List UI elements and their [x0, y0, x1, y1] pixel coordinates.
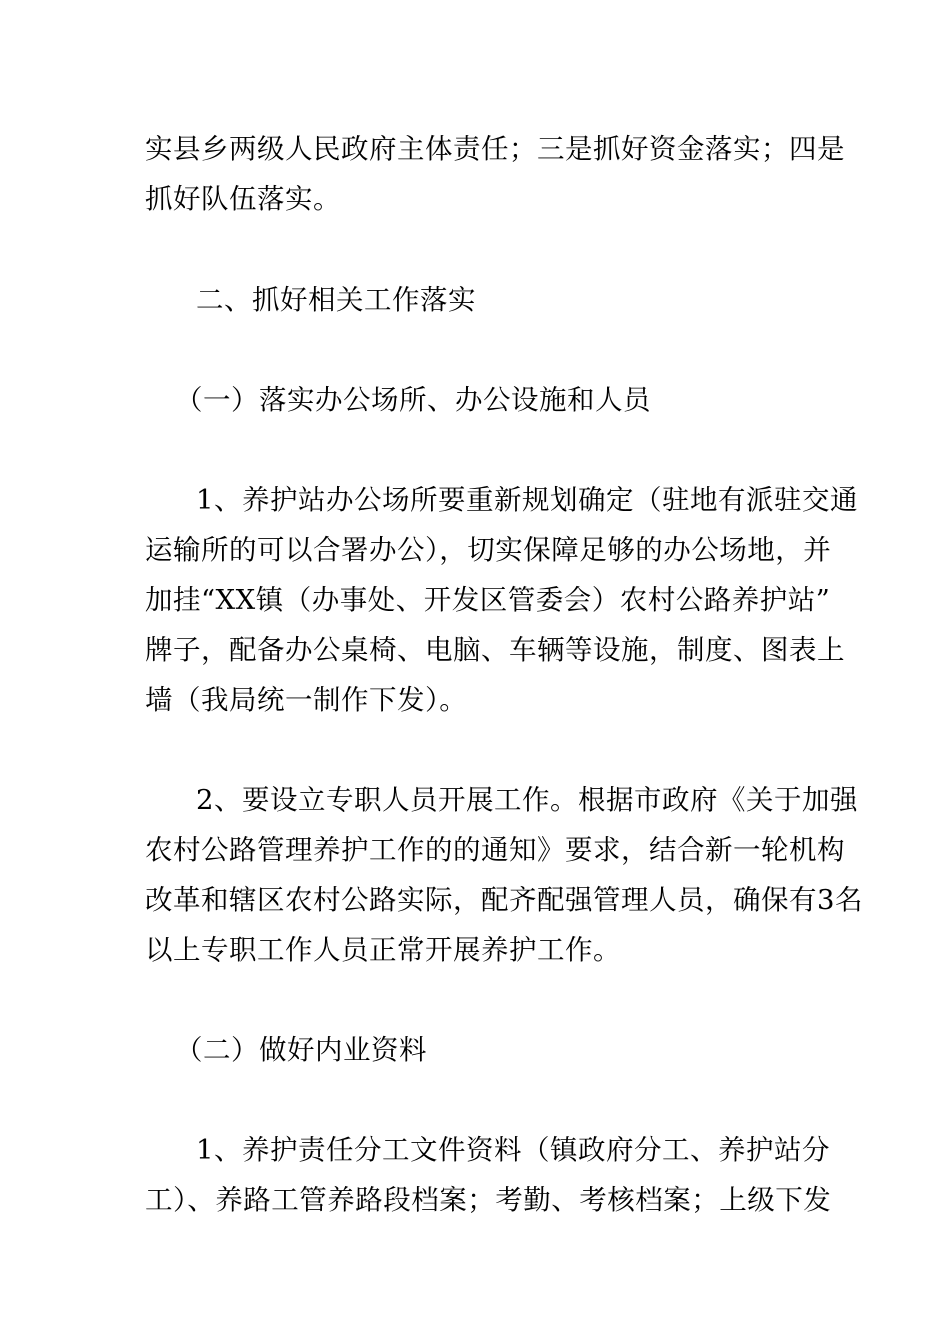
- item-1-1-line-3: 加挂“XX镇（办事处、开发区管委会）农村公路养护站”: [145, 584, 831, 616]
- paragraph-continuation-line-1: 实县乡两级人民政府主体责任；三是抓好资金落实；四是: [145, 133, 845, 165]
- section-heading-2: 二、抓好相关工作落实: [196, 284, 476, 316]
- item-1-2-line-4: 以上专职工作人员正常开展养护工作。: [145, 934, 621, 966]
- item-1-2-line-2: 农村公路管理养护工作的的通知》要求，结合新一轮机构: [145, 834, 845, 866]
- item-2-1-line-1: 1、养护责任分工文件资料（镇政府分工、养护站分: [196, 1134, 830, 1166]
- item-1-2-line-3: 改革和辖区农村公路实际，配齐配强管理人员，确保有3名: [145, 884, 863, 916]
- item-1-1-line-4: 牌子，配备办公桌椅、电脑、车辆等设施，制度、图表上: [145, 634, 845, 666]
- subheading-1: （一）落实办公场所、办公设施和人员: [175, 384, 651, 416]
- subheading-2: （二）做好内业资料: [175, 1034, 427, 1066]
- item-1-1-line-5: 墙（我局统一制作下发）。: [145, 684, 468, 716]
- item-2-1-line-2: 工）、养路工管养路段档案；考勤、考核档案；上级下发: [145, 1184, 832, 1216]
- item-1-2-line-1: 2、要设立专职人员开展工作。根据市政府《关于加强: [196, 784, 858, 816]
- paragraph-continuation-line-2: 抓好队伍落实。: [145, 183, 341, 215]
- item-1-1-line-2: 运输所的可以合署办公），切实保障足够的办公场地，并: [145, 534, 832, 566]
- item-1-1-line-1: 1、养护站办公场所要重新规划确定（驻地有派驻交通: [196, 484, 858, 516]
